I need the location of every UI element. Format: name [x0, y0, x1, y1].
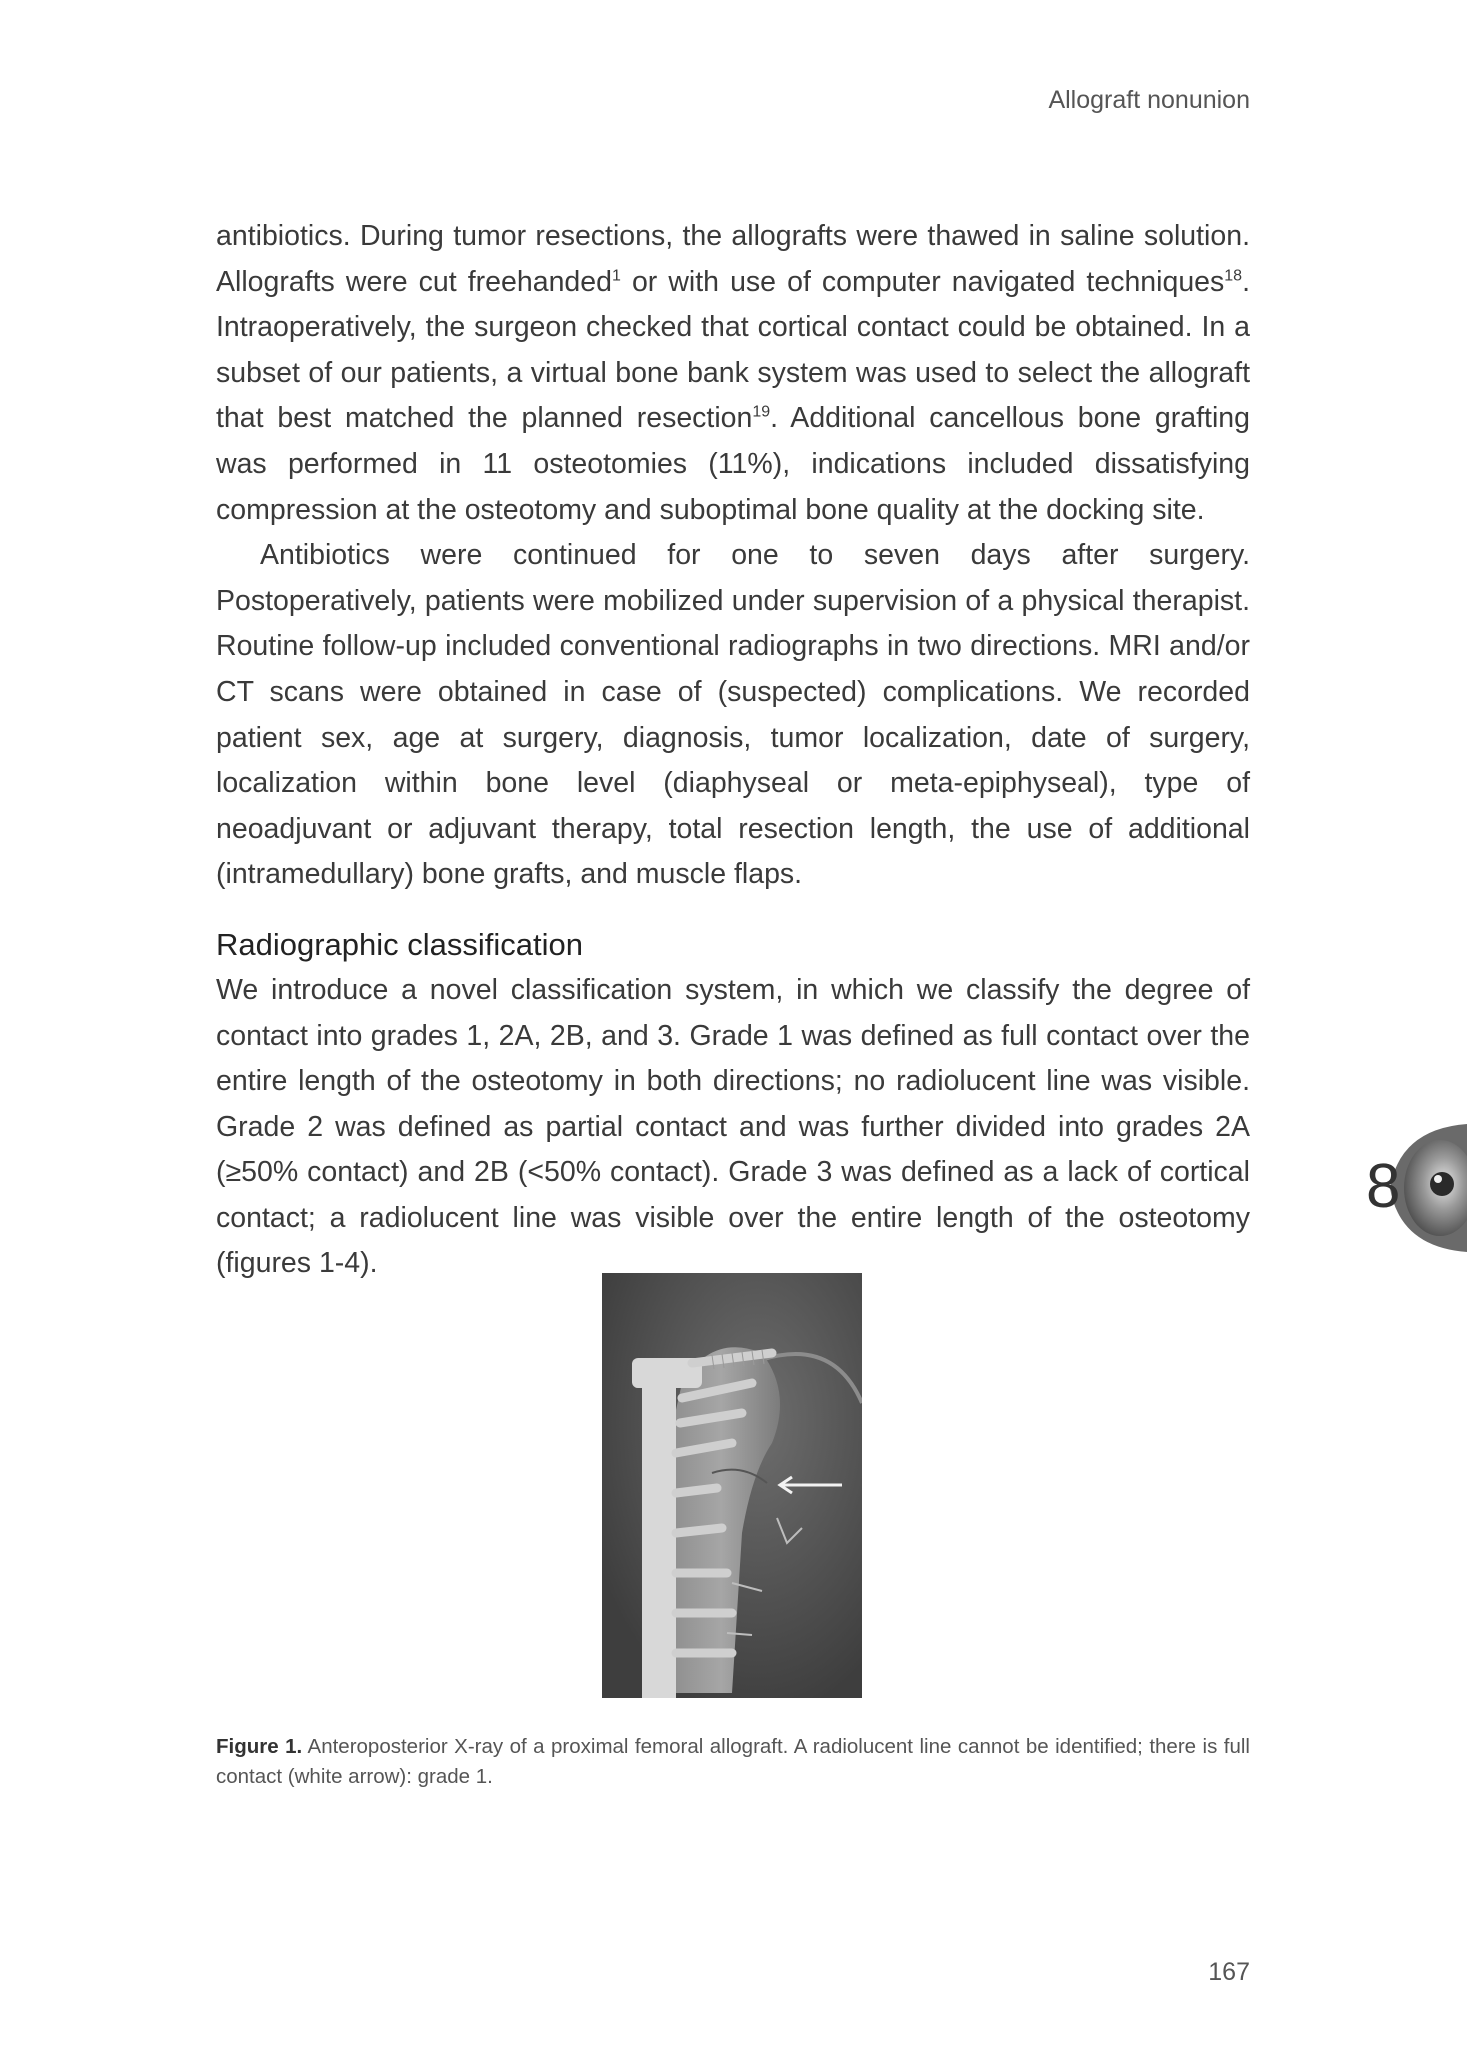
paragraph-1-part-2: or with use of computer navigated techniques: [620, 265, 1225, 298]
figure-label: Figure 1.: [216, 1735, 303, 1758]
citation-ref-19: 19: [752, 403, 771, 421]
xray-image: [602, 1273, 862, 1698]
paragraph-3: We introduce a novel classification system, in which we classify the degree of contact into grades 1, 2A, 2B, and 3. Grade 1 was defined as full contact over the entire length of the osteotomy in both directions; no radiolucent line was visible. Grade 2 was defined as partial contact and was further divided into grades 2A (≥50% contact) and 2B (<50% contact). Grade 3 was defined as a lack of cortical contact; a radiolucent line was visible over the entire length of the osteotomy (figures 1-4).: [216, 973, 1250, 1280]
paragraph-1: [216, 214, 1250, 533]
paragraph-1-part-3: . Intraoperatively, the surgeon checked that cortical contact could be obtained. In a subset of our patients, a virtual bone bank system was used to select the allograft that best matched the planned resection: [216, 265, 1250, 435]
paragraph-2: Antibiotics were continued for one to seven days after surgery. Postoperatively, patients were mobilized under supervision of a physical therapist. Routine follow-up included conventional radiographs in two directions. MRI and/or CT scans were obtained in case of (suspected) complications. We recorded patient sex, age at surgery, diagnosis, tumor localization, date of surgery, localization within bone level (diaphyseal or meta-epiphyseal), type of neoadjuvant or adjuvant therapy, total resection length, the use of additional (intramedullary) bone grafts, and muscle flaps.: [216, 539, 1250, 891]
running-head: Allograft nonunion: [1048, 86, 1250, 114]
chapter-number: 8: [1366, 1152, 1401, 1221]
citation-ref-18: 18: [1224, 267, 1243, 285]
paragraph-1-part-4: . Additional cancellous bone grafting was performed in 11 osteotomies (11%), indications included dissatisfying compression at the osteotomy and suboptimal bone quality at the docking site.: [216, 402, 1250, 526]
xray-figure: [602, 1273, 862, 1698]
page-number: 167: [1208, 1958, 1250, 1986]
body-text: [216, 214, 1250, 1287]
paragraph-1-part-1: antibiotics. During tumor resections, the allografts were thawed in saline solution. Allografts were cut freehanded: [216, 220, 1250, 298]
citation-ref-1: 1: [611, 267, 621, 285]
figure-caption-text: Anteroposterior X-ray of a proximal femoral allograft. A radiolucent line cannot be identified; there is full contact (white arrow): grade 1.: [216, 1735, 1250, 1788]
figure-caption: [216, 1732, 1250, 1792]
section-heading: Radiographic classification: [216, 926, 584, 962]
